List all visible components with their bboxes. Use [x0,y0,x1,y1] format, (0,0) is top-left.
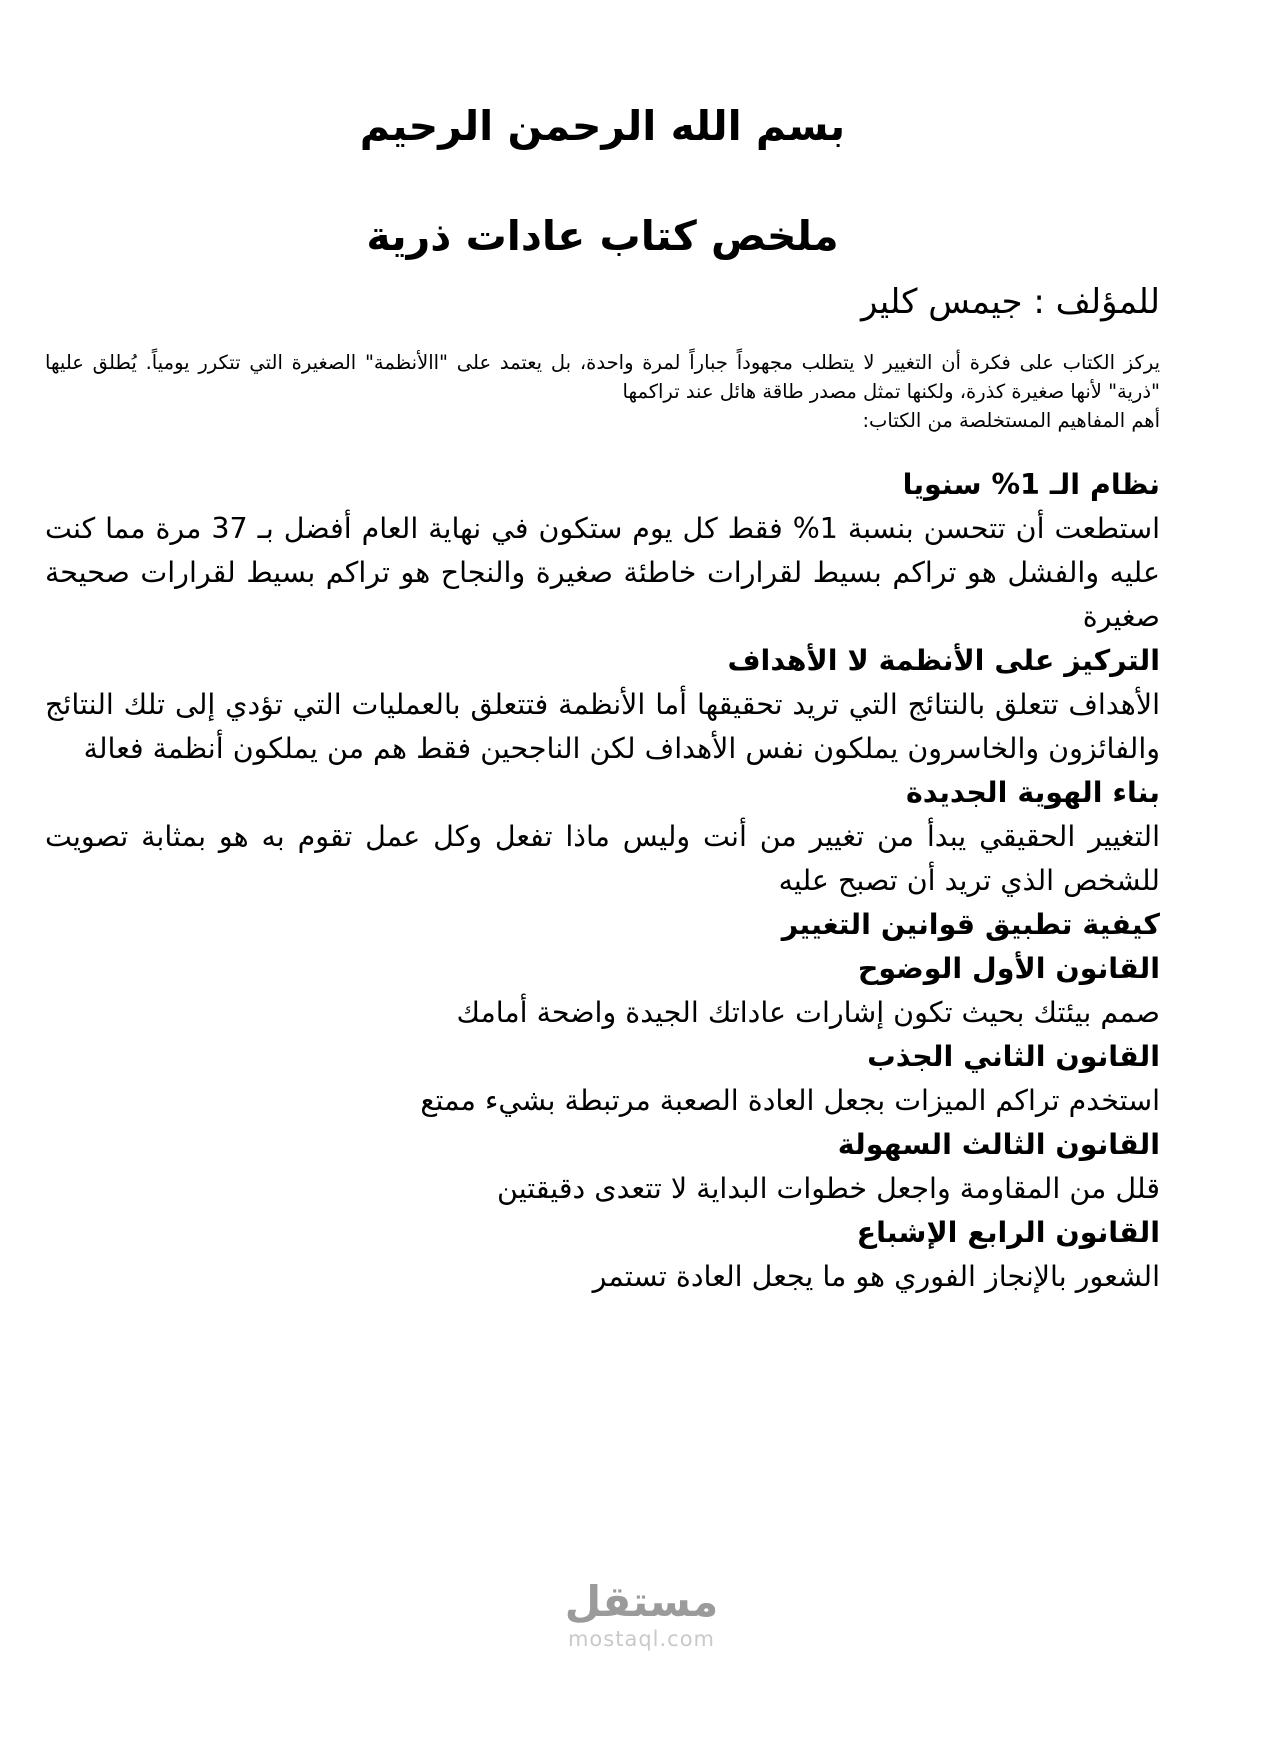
section-body-law3-ease: قلل من المقاومة واجعل خطوات البداية لا تتعدى دقيقتين [497,1172,1160,1205]
section-body-systems-not-goals: الأهداف تتعلق بالنتائج التي تريد تحقيقها أما الأنظمة فتتعلق بالعمليات التي تؤدي إلى تلك النتائج والفائزون والخاسرون يملكون نفس الأهداف لكن الناجحين فقط هم من يملكون أنظمة فعالة [45,688,1160,765]
author-line: للمؤلف : جيمس كلير [860,282,1160,322]
mostaql-site-url: mostaql.com [567,1627,716,1651]
section-body-law2-attraction: استخدم تراكم الميزات بجعل العادة الصعبة مرتبطة بشيء ممتع [420,1084,1160,1117]
section-heading-law3-ease: القانون الثالث السهولة [837,1128,1160,1161]
section-body-law1-clarity: صمم بيئتك بحيث تكون إشارات عاداتك الجيدة واضحة أمامك [456,996,1160,1029]
book-summary-title: ملخص كتاب عادات ذرية [366,212,839,260]
section-heading-one-percent-system: نظام الـ 1% سنويا [902,468,1160,501]
summary-body [45,463,1160,1299]
section-body-one-percent-system: استطعت أن تتحسن بنسبة 1% فقط كل يوم ستكون في نهاية العام أفضل بـ 37 مرة مما كنت عليه والفشل هو تراكم بسيط لقرارات خاطئة صغيرة والنجاح هو تراكم بسيط لقرارات صحيحة صغيرة [45,512,1160,633]
section-heading-systems-not-goals: التركيز على الأنظمة لا الأهداف [727,644,1160,677]
section-body-law4-satisfaction: الشعور بالإنجاز الفوري هو ما يجعل العادة تستمر [592,1260,1160,1293]
mostaql-logo-text: مستقل [564,1577,719,1626]
section-heading-law2-attraction: القانون الثاني الجذب [867,1040,1160,1073]
mostaql-watermark [565,1578,719,1652]
document-content [45,0,1160,1299]
section-heading-new-identity: بناء الهوية الجديدة [905,776,1160,809]
section-heading-law4-satisfaction: القانون الرابع الإشباع [856,1216,1160,1249]
intro-paragraph: يركز الكتاب على فكرة أن التغيير لا يتطلب مجهوداً جباراً لمرة واحدة، بل يعتمد على "االأنظمة" الصغيرة التي تتكرر يومياً. يُطلق عليها "ذرية" لأنها صغيرة كذرة، ولكنها تمثل مصدر طاقة هائل عند تراكمها [45,351,1160,403]
basmala-title: بسم الله الرحمن الرحيم [359,102,846,150]
section-heading-laws-of-change: كيفية تطبيق قوانين التغيير [781,908,1160,941]
section-heading-law1-clarity: القانون الأول الوضوح [857,952,1160,985]
section-body-new-identity: التغيير الحقيقي يبدأ من تغيير من أنت وليس ماذا تفعل وكل عمل تقوم به هو بمثابة تصويت للشخص الذي تريد أن تصبح عليه [45,820,1160,897]
intro-footer-line: أهم المفاهيم المستخلصة من الكتاب: [862,409,1160,432]
